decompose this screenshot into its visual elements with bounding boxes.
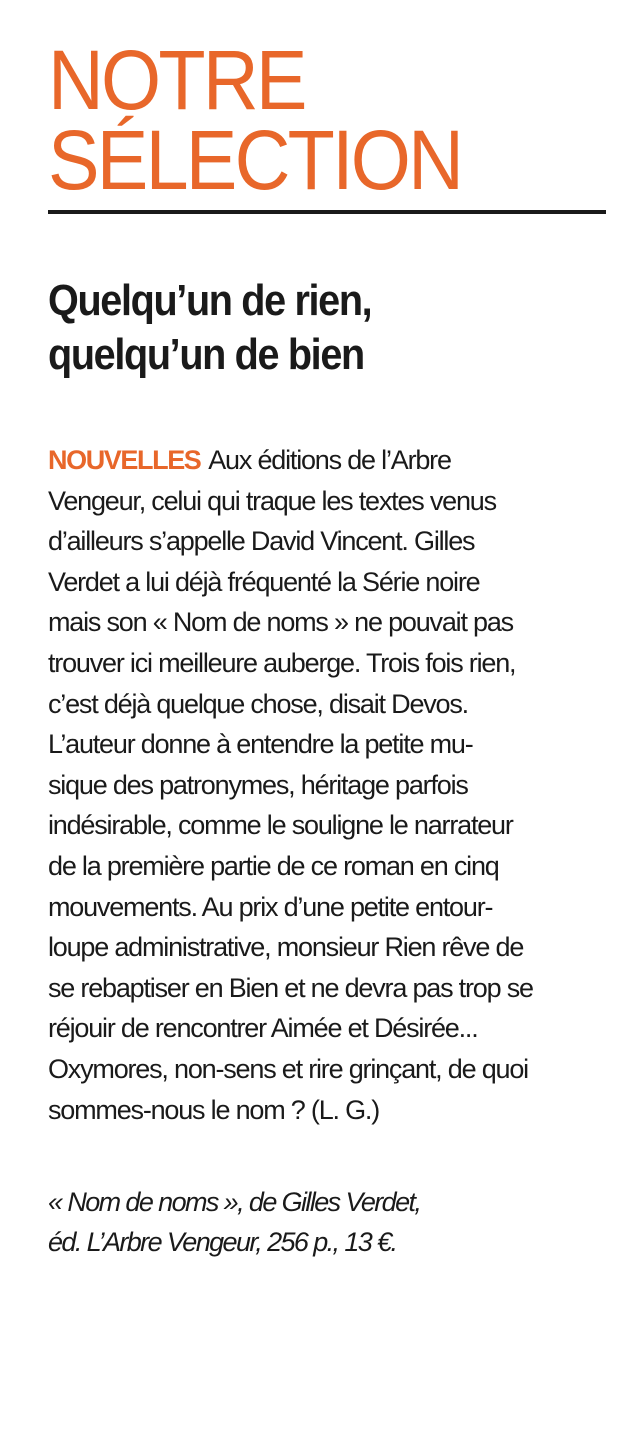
- body-line: loupe administrative, monsieur Rien rêve de: [48, 932, 524, 963]
- body-line: sique des patronymes, héritage parfois: [48, 769, 468, 800]
- body-line: d’ailleurs s’appelle David Vincent. Gilles: [48, 526, 475, 557]
- headline-line-1: Quelqu’un de rien,: [48, 276, 372, 325]
- body-line: [48, 440, 588, 481]
- body-line: Verdet a lui déjà fréquenté la Série noire: [48, 566, 480, 597]
- body-line: indésirable, comme le souligne le narrateur: [48, 810, 513, 841]
- section-title: [48, 33, 560, 207]
- body-line: se rebaptiser en Bien et ne devra pas trop se: [48, 972, 533, 1003]
- body-line: réjouir de rencontrer Aimée et Désirée...: [48, 1013, 478, 1044]
- body-line: Oxymores, non-sens et rire grinçant, de quoi: [48, 1053, 528, 1084]
- title-divider: [48, 210, 606, 214]
- headline-line-2: quelqu’un de bien: [48, 330, 364, 379]
- body-line: mais son « Nom de noms » ne pouvait pas: [48, 607, 513, 638]
- rubric-kicker: NOUVELLES: [48, 445, 201, 475]
- body-line-text: Aux éditions de l’Arbre: [208, 445, 451, 475]
- book-credits: [48, 1182, 605, 1262]
- body-line: de la première partie de ce roman en cinq: [48, 850, 499, 881]
- body-line: Vengeur, celui qui traque les textes venus: [48, 485, 496, 516]
- body-line: trouver ici meilleure auberge. Trois fois rien,: [48, 647, 516, 678]
- article-headline: [48, 274, 549, 382]
- body-line: sommes-nous le nom ? (L. G.): [48, 1094, 380, 1125]
- body-line: c’est déjà quelque chose, disait Devos.: [48, 688, 468, 719]
- credits-line-2: éd. L’Arbre Vengeur, 256 p., 13 €.: [48, 1227, 397, 1258]
- article-body: [48, 440, 588, 1130]
- credits-line-1: « Nom de noms », de Gilles Verdet,: [48, 1187, 421, 1218]
- section-title-line-1: NOTRE: [48, 33, 305, 127]
- body-line: L’auteur donne à entendre la petite mu-: [48, 729, 473, 760]
- body-line: mouvements. Au prix d’une petite entour-: [48, 891, 493, 922]
- section-title-line-2: SÉLECTION: [48, 113, 462, 207]
